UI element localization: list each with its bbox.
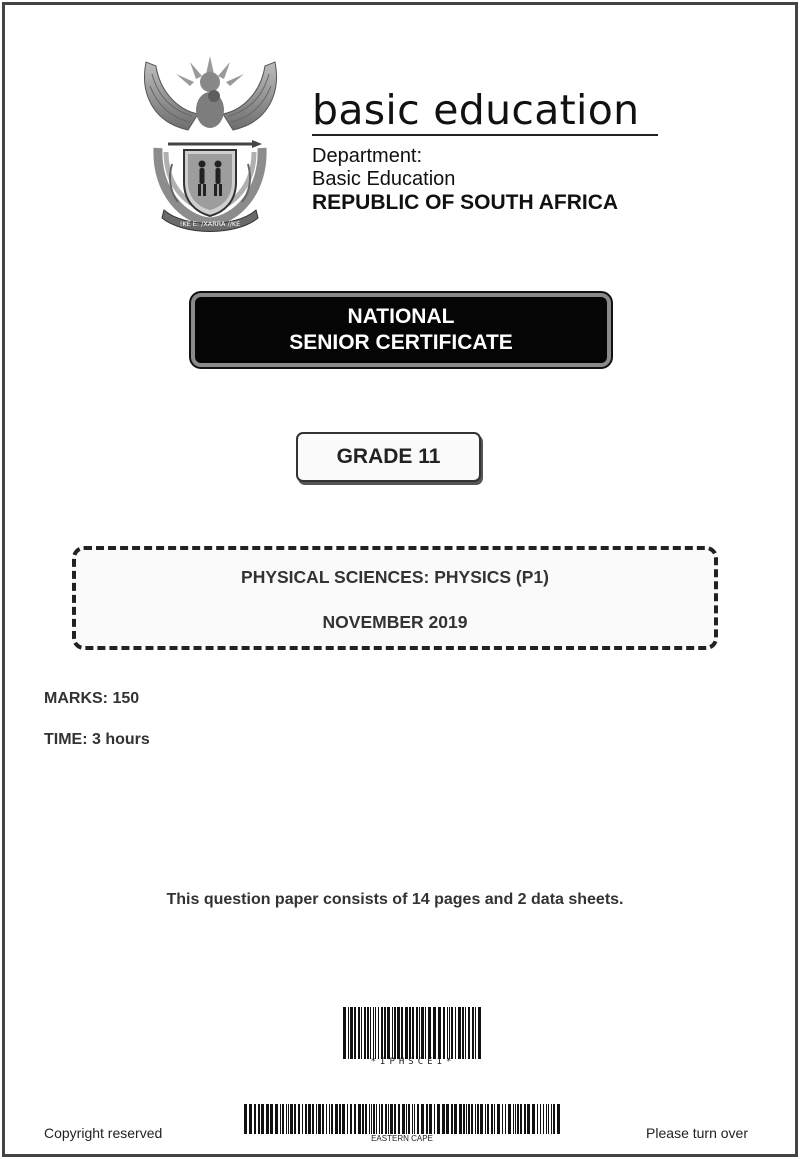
coat-of-arms-logo [138, 52, 283, 234]
exam-session: NOVEMBER 2019 [322, 612, 468, 632]
barcode-bar [478, 1007, 481, 1059]
barcode-bar [350, 1007, 353, 1059]
barcode-bar [339, 1104, 341, 1134]
barcode-bar [458, 1007, 461, 1059]
barcode-bar [354, 1007, 356, 1059]
barcode-bar [540, 1104, 541, 1134]
barcode-bar [358, 1007, 360, 1059]
certificate-line2: SENIOR CERTIFICATE [289, 331, 513, 354]
barcode-bar [421, 1104, 424, 1134]
barcode-bar [406, 1104, 407, 1134]
barcode-bar [369, 1104, 370, 1134]
barcode-paper-code [343, 1007, 483, 1059]
barcode-bar [258, 1104, 260, 1134]
barcode-bar [371, 1104, 372, 1134]
barcode-bar [326, 1104, 327, 1134]
certificate-line1: NATIONAL [347, 305, 455, 328]
barcode-paper-code-text: *IPHSCE1* [370, 1057, 456, 1067]
barcode-bar [288, 1104, 289, 1134]
department-name: Basic Education [312, 168, 456, 190]
barcode-bar [468, 1007, 470, 1059]
barcode-bar [388, 1104, 389, 1134]
barcode-bar [419, 1007, 420, 1059]
barcode-bar [546, 1104, 547, 1134]
crest-motto: !KE E: /XARRA //KE [179, 220, 241, 228]
barcode-bar [290, 1104, 293, 1134]
barcode-bar [397, 1007, 400, 1059]
barcode-bar [375, 1007, 376, 1059]
barcode-bar [381, 1104, 383, 1134]
barcode-bar [379, 1104, 380, 1134]
barcode-bar [442, 1104, 445, 1134]
barcode-bar [286, 1104, 287, 1134]
barcode-bar [302, 1104, 303, 1134]
barcode-bar [362, 1104, 364, 1134]
barcode-bar [385, 1104, 387, 1134]
barcode-bar [548, 1104, 549, 1134]
barcode-bar [402, 1104, 405, 1134]
barcode-bar [329, 1104, 330, 1134]
barcode-bar [244, 1104, 247, 1134]
barcode-bar [409, 1007, 411, 1059]
barcode-bar [322, 1104, 324, 1134]
barcode-bar [358, 1104, 361, 1134]
barcode-bar [426, 1104, 428, 1134]
barcode-bar [472, 1007, 474, 1059]
barcode-bar [318, 1104, 321, 1134]
barcode-bar [551, 1104, 552, 1134]
barcode-bar [312, 1104, 314, 1134]
barcode-bar [414, 1104, 415, 1134]
barcode-province [244, 1104, 560, 1134]
barcode-bar [378, 1007, 379, 1059]
barcode-bar [331, 1104, 333, 1134]
barcode-bar [387, 1007, 390, 1059]
page-count-notice: This question paper consists of 14 pages and 2 data sheets. [166, 891, 624, 908]
barcode-bar [543, 1104, 544, 1134]
barcode-bar [401, 1007, 403, 1059]
barcode-bar [384, 1007, 386, 1059]
barcode-bar [381, 1007, 383, 1059]
barcode-bar [376, 1104, 377, 1134]
barcode-bar [308, 1104, 311, 1134]
barcode-bar [515, 1104, 516, 1134]
barcode-bar [373, 1007, 374, 1059]
subject-box [72, 546, 718, 650]
barcode-bar [266, 1104, 269, 1134]
barcode-bar [459, 1104, 462, 1134]
country-name: REPUBLIC OF SOUTH AFRICA [312, 191, 619, 214]
barcode-bar [451, 1104, 453, 1134]
barcode-bar [421, 1007, 424, 1059]
barcode-bar [361, 1007, 362, 1059]
barcode-bar [454, 1104, 457, 1134]
subject-name: PHYSICAL SCIENCES: PHYSICS (P1) [241, 567, 549, 587]
barcode-bar [364, 1007, 366, 1059]
barcode-bar [438, 1007, 441, 1059]
barcode-bar [527, 1104, 530, 1134]
barcode-bar [446, 1104, 449, 1134]
barcode-bar [513, 1104, 514, 1134]
barcode-bar [342, 1104, 345, 1134]
barcode-bar [298, 1104, 300, 1134]
barcode-bar [451, 1007, 453, 1059]
marks-info: MARKS: 150 [44, 690, 140, 707]
barcode-bar [475, 1007, 476, 1059]
barcode-bar [392, 1007, 393, 1059]
barcode-bar [517, 1104, 519, 1134]
turn-over-footer: Please turn over [646, 1125, 748, 1141]
barcode-bar [343, 1007, 346, 1059]
barcode-bar [348, 1007, 349, 1059]
barcode-bar [475, 1104, 476, 1134]
barcode-bar [447, 1007, 448, 1059]
barcode-bar [280, 1104, 281, 1134]
barcode-bar [508, 1104, 511, 1134]
brand-rule [312, 134, 658, 136]
barcode-bar [294, 1104, 296, 1134]
grade-box: GRADE 11 [296, 432, 481, 482]
barcode-bar [412, 1007, 414, 1059]
barcode-bar [466, 1104, 467, 1134]
barcode-bar [480, 1104, 483, 1134]
barcode-bar [370, 1007, 371, 1059]
barcode-bar [434, 1104, 435, 1134]
barcode-bar [408, 1104, 410, 1134]
barcode-bar [468, 1104, 470, 1134]
barcode-bar [537, 1104, 538, 1134]
barcode-bar [270, 1104, 273, 1134]
barcode-bar [449, 1007, 450, 1059]
barcode-bar [477, 1104, 479, 1134]
barcode-bar [463, 1104, 465, 1134]
barcode-bar [520, 1104, 522, 1134]
barcode-bar [416, 1007, 418, 1059]
barcode-bar [487, 1104, 489, 1134]
time-info: TIME: 3 hours [44, 731, 150, 748]
barcode-bar [305, 1104, 307, 1134]
barcode-bar [405, 1007, 408, 1059]
barcode-bar [455, 1007, 456, 1059]
barcode-bar [390, 1104, 393, 1134]
department-label: Department: [312, 145, 423, 167]
barcode-bar [494, 1104, 495, 1134]
barcode-bar [367, 1007, 369, 1059]
barcode-bar [443, 1007, 445, 1059]
barcode-bar [532, 1104, 535, 1134]
barcode-bar [505, 1104, 506, 1134]
barcode-bar [425, 1007, 426, 1059]
barcode-bar [437, 1104, 440, 1134]
barcode-bar [282, 1104, 284, 1134]
barcode-bar [373, 1104, 375, 1134]
department-block [312, 145, 618, 214]
barcode-bar [354, 1104, 356, 1134]
barcode-bar [557, 1104, 560, 1134]
barcode-bar [335, 1104, 338, 1134]
barcode-province-text: EASTERN CAPE [371, 1134, 433, 1143]
barcode-bar [261, 1104, 264, 1134]
barcode-bar [429, 1104, 432, 1134]
barcode-bar [428, 1007, 431, 1059]
brand-wordmark: basic education [312, 86, 640, 134]
barcode-bar [524, 1104, 526, 1134]
barcode-bar [553, 1104, 555, 1134]
barcode-bar [462, 1007, 464, 1059]
barcode-bar [350, 1104, 352, 1134]
barcode-bar [394, 1104, 396, 1134]
barcode-bar [471, 1104, 473, 1134]
barcode-bar [254, 1104, 256, 1134]
barcode-bar [491, 1104, 493, 1134]
barcode-bar [347, 1104, 348, 1134]
barcode-bar [502, 1104, 503, 1134]
barcode-bar [394, 1007, 396, 1059]
barcode-bar [465, 1007, 466, 1059]
barcode-bar [433, 1007, 436, 1059]
barcode-bar [275, 1104, 278, 1134]
barcode-bar [316, 1104, 317, 1134]
barcode-bar [497, 1104, 500, 1134]
barcode-bar [249, 1104, 252, 1134]
barcode-bar [365, 1104, 367, 1134]
barcode-bar [398, 1104, 400, 1134]
barcode-bar [417, 1104, 419, 1134]
certificate-banner [191, 293, 611, 367]
copyright-footer: Copyright reserved [44, 1125, 163, 1141]
barcode-bar [412, 1104, 413, 1134]
barcode-bar [485, 1104, 486, 1134]
